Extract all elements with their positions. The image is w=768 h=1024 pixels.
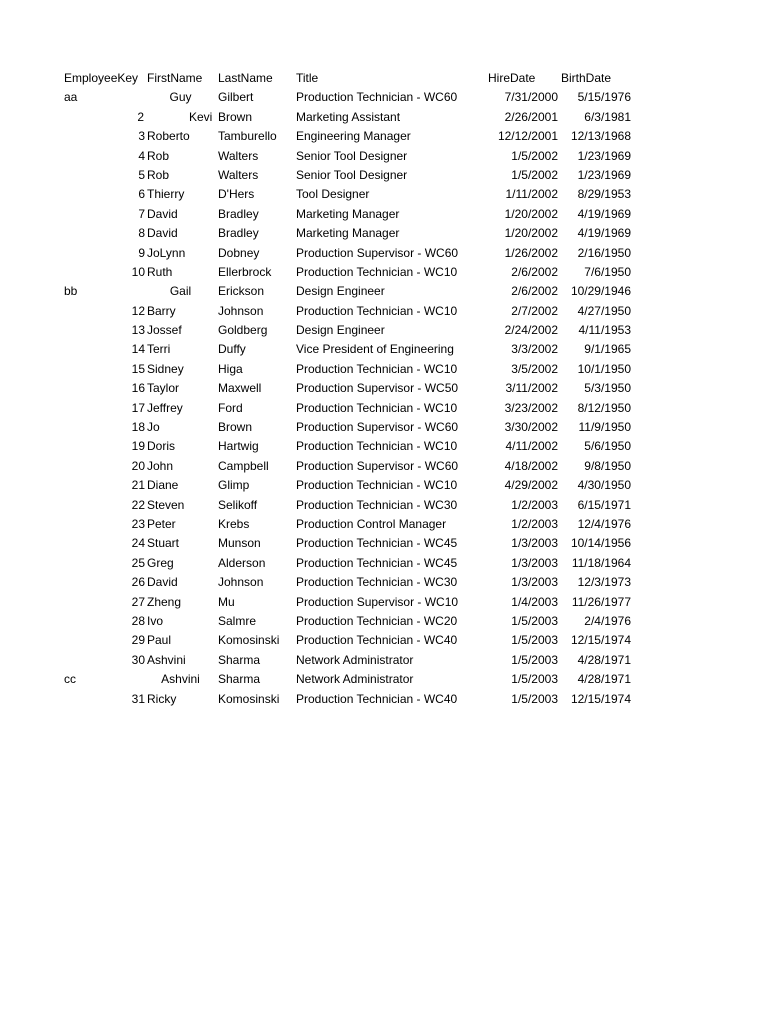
cell-birth-date: 6/3/1981: [584, 109, 631, 124]
cell-employee-key: 10: [131, 264, 145, 279]
table-row: [0, 534, 768, 553]
cell-title: Vice President of Engineering: [296, 342, 454, 357]
table-row: [0, 418, 768, 437]
cell-birth-date: 5/15/1976: [577, 90, 631, 105]
table-row: [0, 147, 768, 166]
cell-hire-date: 2/6/2002: [511, 284, 558, 299]
cell-last-name: Krebs: [218, 516, 250, 531]
cell-hire-date: 1/26/2002: [504, 245, 558, 260]
table-row: [0, 651, 768, 670]
cell-hire-date: 1/5/2003: [511, 633, 558, 648]
cell-employee-key: 30: [131, 652, 145, 667]
cell-hire-date: 3/30/2002: [504, 420, 558, 435]
cell-last-name: Komosinski: [218, 691, 280, 706]
cell-hire-date: 1/5/2003: [511, 613, 558, 628]
cell-title: Network Administrator: [296, 652, 414, 667]
cell-hire-date: 2/26/2001: [504, 109, 558, 124]
cell-hire-date: 4/18/2002: [504, 458, 558, 473]
cell-last-name: Hartwig: [218, 439, 259, 454]
table-body: [0, 88, 768, 709]
cell-title: Production Supervisor - WC60: [296, 420, 459, 435]
cell-title: Marketing Manager: [296, 226, 400, 241]
cell-title: Production Supervisor - WC10: [296, 594, 459, 609]
cell-birth-date: 6/15/1971: [577, 497, 631, 512]
cell-hire-date: 4/29/2002: [504, 478, 558, 493]
cell-first-name: Rob: [147, 148, 170, 163]
cell-employee-key: 24: [131, 536, 145, 551]
cell-hire-date: 2/6/2002: [511, 264, 558, 279]
table-row: [0, 185, 768, 204]
cell-employee-key: 27: [131, 594, 145, 609]
table-row: [0, 399, 768, 418]
cell-title: Design Engineer: [296, 323, 385, 338]
cell-first-name: Doris: [147, 439, 176, 454]
cell-birth-date: 12/15/1974: [570, 691, 631, 706]
cell-title: Production Technician - WC20: [296, 613, 458, 628]
header-first-name: FirstName: [147, 71, 203, 85]
cell-first-name: JoLynn: [147, 245, 186, 260]
cell-first-name: David: [147, 575, 178, 590]
table-row: [0, 244, 768, 263]
table-row: [0, 108, 768, 127]
cell-hire-date: 4/11/2002: [505, 439, 558, 454]
cell-birth-date: 2/16/1950: [577, 245, 631, 260]
table-row: [0, 224, 768, 243]
cell-employee-key: aa: [64, 90, 78, 105]
cell-first-name: Peter: [147, 516, 176, 531]
cell-first-name: Jeffrey: [147, 400, 183, 415]
cell-last-name: Ford: [218, 400, 243, 415]
cell-last-name: Alderson: [218, 555, 266, 570]
cell-hire-date: 1/20/2002: [504, 206, 558, 221]
table-row: [0, 554, 768, 573]
table-row: [0, 127, 768, 146]
cell-hire-date: 1/2/2003: [511, 516, 558, 531]
cell-employee-key: 28: [131, 613, 145, 628]
cell-first-name: Zheng: [147, 594, 182, 609]
cell-title: Production Technician - WC10: [296, 478, 458, 493]
cell-last-name: Mu: [218, 594, 235, 609]
table-row: [0, 263, 768, 282]
cell-employee-key: 18: [131, 420, 145, 435]
cell-employee-key: cc: [64, 672, 76, 687]
cell-employee-key: 8: [138, 226, 145, 241]
cell-hire-date: 1/11/2002: [505, 187, 558, 202]
cell-last-name: Walters: [218, 148, 259, 163]
cell-title: Tool Designer: [296, 187, 370, 202]
cell-last-name: Johnson: [218, 575, 264, 590]
cell-birth-date: 10/29/1946: [570, 284, 631, 299]
cell-title: Production Technician - WC10: [296, 400, 458, 415]
cell-first-name: Ashvini: [147, 652, 186, 667]
cell-title: Production Technician - WC45: [296, 536, 458, 551]
cell-hire-date: 3/23/2002: [504, 400, 558, 415]
cell-title: Production Technician - WC45: [296, 555, 458, 570]
employee-sheet: [0, 69, 768, 709]
table-row: [0, 166, 768, 185]
cell-birth-date: 5/3/1950: [584, 381, 631, 396]
cell-first-name: Rob: [147, 167, 170, 182]
cell-title: Production Technician - WC40: [296, 691, 458, 706]
cell-birth-date: 2/4/1976: [584, 613, 631, 628]
cell-hire-date: 3/5/2002: [511, 361, 558, 376]
cell-title: Production Technician - WC40: [296, 633, 458, 648]
table-row: [0, 437, 768, 456]
cell-title: Production Supervisor - WC60: [296, 458, 459, 473]
cell-birth-date: 9/8/1950: [584, 458, 631, 473]
cell-birth-date: 1/23/1969: [577, 167, 631, 182]
cell-birth-date: 4/19/1969: [577, 226, 631, 241]
table-row: [0, 321, 768, 340]
cell-first-name: Stuart: [147, 536, 180, 551]
cell-birth-date: 11/9/1950: [578, 420, 631, 435]
cell-first-name: Diane: [147, 478, 179, 493]
table-row: [0, 670, 768, 689]
cell-title: Production Technician - WC10: [296, 264, 458, 279]
cell-birth-date: 7/6/1950: [584, 264, 631, 279]
cell-employee-key: 3: [138, 129, 145, 144]
cell-last-name: Bradley: [218, 206, 259, 221]
cell-birth-date: 4/11/1953: [578, 323, 631, 338]
cell-birth-date: 4/28/1971: [577, 652, 631, 667]
cell-hire-date: 1/20/2002: [504, 226, 558, 241]
cell-employee-key: 29: [131, 633, 145, 648]
cell-hire-date: 2/7/2002: [511, 303, 558, 318]
cell-employee-key: 2: [137, 109, 144, 124]
cell-hire-date: 1/2/2003: [511, 497, 558, 512]
table-row: [0, 360, 768, 379]
cell-last-name: Tamburello: [218, 129, 277, 144]
cell-last-name: Salmre: [218, 613, 257, 628]
cell-employee-key: 15: [131, 361, 145, 376]
cell-title: Production Technician - WC60: [296, 90, 458, 105]
cell-last-name: Goldberg: [218, 323, 268, 338]
cell-first-name: Ricky: [147, 691, 177, 706]
cell-hire-date: 1/5/2002: [511, 167, 558, 182]
cell-last-name: Maxwell: [218, 381, 262, 396]
cell-employee-key: 22: [131, 497, 145, 512]
cell-hire-date: 1/5/2003: [511, 691, 558, 706]
cell-last-name: Ellerbrock: [218, 264, 272, 279]
cell-hire-date: 12/12/2001: [497, 129, 558, 144]
cell-birth-date: 12/3/1973: [577, 575, 631, 590]
cell-birth-date: 4/28/1971: [577, 672, 631, 687]
cell-hire-date: 1/3/2003: [511, 555, 558, 570]
cell-employee-key: bb: [64, 284, 78, 299]
cell-title: Production Supervisor - WC60: [296, 245, 459, 260]
cell-employee-key: 31: [131, 691, 145, 706]
cell-last-name: Brown: [218, 420, 253, 435]
cell-first-name: Ashvini: [161, 672, 200, 687]
cell-title: Senior Tool Designer: [296, 148, 408, 163]
cell-employee-key: 6: [138, 187, 145, 202]
cell-employee-key: 19: [131, 439, 145, 454]
cell-last-name: Komosinski: [218, 633, 280, 648]
cell-last-name: Dobney: [218, 245, 260, 260]
cell-title: Network Administrator: [296, 672, 414, 687]
cell-employee-key: 20: [131, 458, 145, 473]
cell-title: Production Technician - WC10: [296, 361, 458, 376]
cell-birth-date: 12/15/1974: [570, 633, 631, 648]
cell-title: Production Supervisor - WC50: [296, 381, 459, 396]
cell-hire-date: 1/3/2003: [511, 536, 558, 551]
header-last-name: LastName: [218, 71, 273, 85]
cell-hire-date: 2/24/2002: [504, 323, 558, 338]
cell-first-name: Taylor: [147, 381, 180, 396]
cell-title: Production Technician - WC30: [296, 575, 458, 590]
cell-title: Production Technician - WC10: [296, 439, 458, 454]
cell-employee-key: 5: [138, 167, 145, 182]
table-row: [0, 88, 768, 107]
cell-birth-date: 11/26/1977: [571, 594, 631, 609]
cell-last-name: Selikoff: [218, 497, 258, 512]
cell-last-name: Gilbert: [218, 90, 254, 105]
cell-hire-date: 1/5/2002: [511, 148, 558, 163]
cell-last-name: D'Hers: [218, 187, 255, 202]
cell-title: Production Technician - WC30: [296, 497, 458, 512]
cell-title: Design Engineer: [296, 284, 385, 299]
cell-birth-date: 12/4/1976: [577, 516, 631, 531]
header-hire-date: HireDate: [488, 71, 536, 85]
cell-title: Engineering Manager: [296, 129, 411, 144]
cell-first-name: Guy: [169, 90, 192, 105]
cell-birth-date: 12/13/1968: [570, 129, 631, 144]
cell-last-name: Sharma: [218, 652, 261, 667]
cell-birth-date: 4/19/1969: [577, 206, 631, 221]
table-row: [0, 457, 768, 476]
cell-birth-date: 4/30/1950: [577, 478, 631, 493]
table-row: [0, 302, 768, 321]
cell-employee-key: 14: [131, 342, 145, 357]
table-row: [0, 515, 768, 534]
cell-title: Marketing Manager: [296, 206, 400, 221]
cell-last-name: Duffy: [218, 342, 246, 357]
cell-hire-date: 1/3/2003: [511, 575, 558, 590]
cell-employee-key: 16: [131, 381, 145, 396]
cell-birth-date: 10/1/1950: [577, 361, 631, 376]
table-row: [0, 612, 768, 631]
cell-birth-date: 8/12/1950: [577, 400, 631, 415]
cell-hire-date: 1/5/2003: [511, 652, 558, 667]
cell-first-name: Gail: [169, 284, 192, 299]
cell-title: Production Technician - WC10: [296, 303, 458, 318]
cell-first-name: John: [147, 458, 174, 473]
cell-first-name: David: [147, 226, 178, 241]
cell-employee-key: 26: [131, 575, 145, 590]
cell-first-name: Thierry: [147, 187, 185, 202]
cell-last-name: Walters: [218, 167, 259, 182]
table-row: [0, 379, 768, 398]
table-row: [0, 205, 768, 224]
table-row: [0, 690, 768, 709]
cell-birth-date: 8/29/1953: [577, 187, 631, 202]
cell-title: Production Control Manager: [296, 516, 447, 531]
cell-birth-date: 9/1/1965: [584, 342, 631, 357]
cell-title: Senior Tool Designer: [296, 167, 408, 182]
cell-birth-date: 4/27/1950: [577, 303, 631, 318]
cell-employee-key: 25: [131, 555, 145, 570]
header-row: [0, 69, 768, 88]
cell-hire-date: 1/5/2003: [511, 672, 558, 687]
header-title: Title: [296, 71, 319, 85]
cell-last-name: Campbell: [218, 458, 269, 473]
cell-first-name: Greg: [147, 555, 174, 570]
cell-birth-date: 1/23/1969: [577, 148, 631, 163]
table-row: [0, 496, 768, 515]
cell-title: Marketing Assistant: [296, 109, 401, 124]
cell-employee-key: 13: [131, 323, 145, 338]
cell-employee-key: 23: [131, 516, 145, 531]
cell-birth-date: 11/18/1964: [571, 555, 631, 570]
header-birth-date: BirthDate: [561, 71, 612, 85]
cell-first-name: Jossef: [147, 323, 182, 338]
cell-last-name: Erickson: [218, 284, 265, 299]
table-row: [0, 631, 768, 650]
cell-last-name: Munson: [218, 536, 261, 551]
cell-first-name: Ivo: [147, 613, 164, 628]
table-row: [0, 282, 768, 301]
table-row: [0, 593, 768, 612]
cell-first-name: Terri: [147, 342, 171, 357]
cell-last-name: Johnson: [218, 303, 264, 318]
cell-first-name: Steven: [147, 497, 185, 512]
cell-first-name: Kevi: [189, 109, 213, 124]
cell-first-name: Jo: [147, 420, 160, 435]
cell-last-name: Glimp: [218, 478, 250, 493]
cell-last-name: Brown: [218, 109, 253, 124]
cell-first-name: Barry: [147, 303, 176, 318]
cell-employee-key: 7: [138, 206, 145, 221]
cell-first-name: Paul: [147, 633, 172, 648]
cell-employee-key: 4: [138, 148, 145, 163]
cell-hire-date: 1/4/2003: [511, 594, 558, 609]
cell-first-name: Sidney: [147, 361, 184, 376]
cell-employee-key: 12: [131, 303, 145, 318]
cell-first-name: Ruth: [147, 264, 173, 279]
cell-first-name: David: [147, 206, 178, 221]
cell-first-name: Roberto: [147, 129, 190, 144]
cell-employee-key: 17: [131, 400, 145, 415]
cell-last-name: Bradley: [218, 226, 259, 241]
table-row: [0, 573, 768, 592]
cell-last-name: Higa: [218, 361, 243, 376]
cell-birth-date: 10/14/1956: [570, 536, 631, 551]
cell-hire-date: 7/31/2000: [504, 90, 558, 105]
cell-birth-date: 5/6/1950: [584, 439, 631, 454]
cell-employee-key: 21: [131, 478, 145, 493]
cell-hire-date: 3/11/2002: [505, 381, 558, 396]
cell-last-name: Sharma: [218, 672, 261, 687]
cell-employee-key: 9: [138, 245, 145, 260]
table-row: [0, 340, 768, 359]
cell-hire-date: 3/3/2002: [511, 342, 558, 357]
header-employee-key: EmployeeKey: [64, 71, 139, 85]
table-row: [0, 476, 768, 495]
